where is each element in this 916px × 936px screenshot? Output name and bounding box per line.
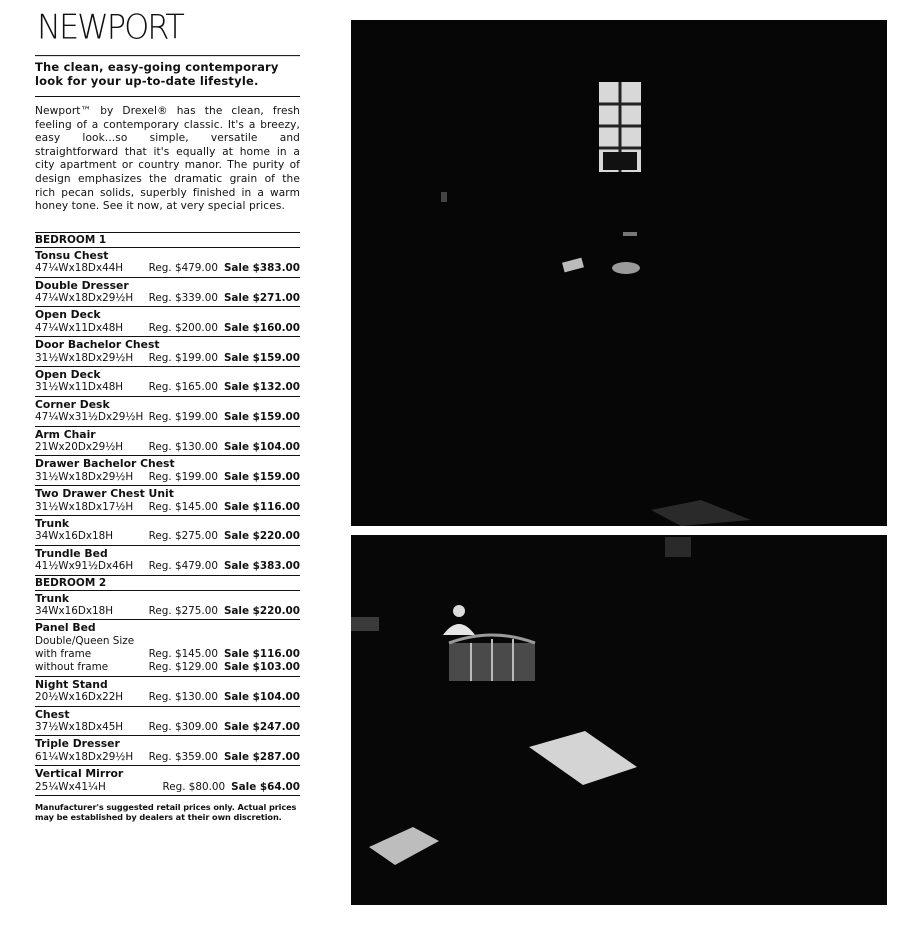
item-dimensions: 47¼Wx31½Dx29½H: [35, 411, 144, 424]
item-dimensions: without frame: [35, 661, 109, 674]
regular-price: Reg. $145.00: [148, 500, 218, 513]
regular-price: Reg. $339.00: [148, 292, 218, 305]
bedroom-photo-top-image: [351, 20, 887, 526]
item-name: Door Bachelor Chest: [35, 338, 160, 352]
item-price-line: [35, 411, 300, 424]
sale-price: Sale $271.00: [223, 292, 300, 305]
regular-price: Reg. $275.00: [148, 530, 218, 543]
regular-price: Reg. $130.00: [148, 691, 218, 704]
item-name: Double Dresser: [35, 278, 129, 292]
price-list-item: [35, 307, 300, 337]
item-dimensions: 34Wx16Dx18H: [35, 530, 114, 543]
item-price-line: [35, 292, 300, 305]
item-dimensions: with frame: [35, 648, 92, 661]
regular-price: Reg. $199.00: [148, 411, 218, 424]
price-footnote: Manufacturer's suggested retail prices only. Actual prices may be established by dealers at their own discretion.: [35, 801, 297, 823]
item-price-line: [35, 471, 300, 484]
sale-price: Sale $132.00: [223, 381, 300, 394]
item-price-line: [35, 721, 300, 734]
sale-price: Sale $104.00: [223, 691, 300, 704]
regular-price: Reg. $309.00: [148, 721, 218, 733]
sale-price: Sale $116.00: [223, 648, 300, 661]
item-price-line: [35, 530, 300, 543]
item-price-line: [35, 691, 300, 704]
item-name: Drawer Bachelor Chest: [35, 457, 175, 471]
price-list-item: [35, 591, 300, 621]
price-list-item: [35, 516, 300, 546]
regular-price: Reg. $479.00: [148, 262, 218, 275]
bedroom-photo-top: [351, 20, 887, 526]
item-dimensions: 47¼Wx18Dx44H: [35, 262, 124, 275]
item-price-line: [35, 501, 300, 514]
item-name: Open Deck: [35, 367, 101, 381]
item-name: Panel Bed: [35, 621, 96, 635]
price-list-item: [35, 427, 300, 457]
item-dimensions: 41½Wx91½Dx46H: [35, 560, 134, 573]
item-price-line: [35, 560, 300, 573]
catalog-column: [35, 6, 300, 823]
regular-price: Reg. $479.00: [148, 560, 218, 573]
item-dimensions: 20½Wx16Dx22H: [35, 691, 124, 704]
regular-price: Reg. $200.00: [148, 321, 218, 334]
regular-price: Reg. $129.00: [148, 661, 218, 674]
sale-price: Sale $64.00: [231, 780, 300, 793]
price-list-item: [35, 367, 300, 397]
sale-price: Sale $220.00: [223, 605, 300, 618]
item-name: Two Drawer Chest Unit: [35, 487, 174, 501]
bedroom-photo-bottom: [351, 535, 887, 905]
item-price-line: [35, 781, 300, 794]
tagline: The clean, easy-going contemporary look for your up-to-date lifestyle.: [35, 60, 300, 97]
item-price-line: [35, 661, 300, 674]
item-dimensions: 34Wx16Dx18H: [35, 605, 114, 618]
sale-price: Sale $383.00: [223, 262, 300, 275]
item-name: Arm Chair: [35, 427, 96, 441]
bedroom-2-price-list: [35, 591, 300, 796]
item-name: Corner Desk: [35, 397, 110, 411]
price-list-item: [35, 278, 300, 308]
item-price-line: [35, 322, 300, 335]
bedroom-1-price-list: [35, 248, 300, 576]
item-name: Trundle Bed: [35, 546, 108, 560]
price-list-item: [35, 620, 300, 676]
item-price-line: [35, 441, 300, 454]
regular-price: Reg. $165.00: [148, 381, 218, 394]
price-list-item: [35, 337, 300, 367]
sale-price: Sale $116.00: [223, 500, 300, 513]
item-name: Chest: [35, 707, 70, 721]
price-list-item: [35, 546, 300, 576]
price-list-item: [35, 248, 300, 278]
item-price-line: [35, 262, 300, 275]
item-dimensions: 31½Wx18Dx29½H: [35, 351, 134, 364]
item-name: Night Stand: [35, 677, 108, 691]
regular-price: Reg. $359.00: [148, 750, 218, 763]
sale-price: Sale $220.00: [223, 530, 300, 543]
item-dimensions: 61¼Wx18Dx29½H: [35, 750, 134, 763]
item-dimensions: 31½Wx11Dx48H: [35, 381, 124, 394]
sale-price: Sale $159.00: [223, 411, 300, 424]
item-dimensions: 47¼Wx18Dx29½H: [35, 292, 134, 305]
regular-price: Reg. $199.00: [148, 351, 218, 364]
item-price-line: [35, 605, 300, 618]
sale-price: Sale $383.00: [223, 560, 300, 573]
item-price-line: [35, 648, 300, 661]
price-list-item: [35, 766, 300, 796]
regular-price: Reg. $145.00: [148, 648, 218, 661]
item-dimensions: 21Wx20Dx29½H: [35, 441, 124, 454]
price-list-item: [35, 486, 300, 516]
sale-price: Sale $287.00: [223, 750, 300, 763]
price-list-item: [35, 736, 300, 766]
regular-price: Reg. $80.00: [162, 780, 226, 793]
price-list-item: [35, 456, 300, 486]
bedroom-photo-bottom-image: [351, 535, 887, 905]
sale-price: Sale $103.00: [223, 661, 300, 674]
item-dimensions: 47¼Wx11Dx48H: [35, 321, 124, 334]
price-list-item: [35, 677, 300, 707]
price-list-item: [35, 707, 300, 737]
item-name: Trunk: [35, 591, 70, 605]
item-name: Triple Dresser: [35, 737, 120, 751]
item-price-line: [35, 381, 300, 394]
item-dimensions: 31½Wx18Dx17½H: [35, 500, 134, 513]
section-heading-bedroom-2: BEDROOM 2: [35, 576, 300, 591]
item-dimensions: 37½Wx18Dx45H: [35, 721, 124, 733]
regular-price: Reg. $130.00: [148, 441, 218, 454]
item-dimensions: 25¼Wx41¼H: [35, 780, 106, 793]
item-price-line: [35, 352, 300, 365]
regular-price: Reg. $275.00: [148, 605, 218, 618]
description-text: Newport™ by Drexel® has the clean, fresh feeling of a contemporary classic. It's a breezy, easy look...so simple, versatile and straightforward that it's equally at home in a city apartment or country manor. The purity of design emphasizes the dramatic grain of the rich pecan solids, superbly finished in a warm honey tone. See it now, at very special prices.: [35, 105, 300, 213]
sale-price: Sale $159.00: [223, 351, 300, 364]
item-name: Open Deck: [35, 308, 101, 322]
section-heading-bedroom-1: BEDROOM 1: [35, 232, 300, 248]
regular-price: Reg. $199.00: [148, 470, 218, 483]
sale-price: Sale $247.00: [223, 721, 300, 733]
sale-price: Sale $159.00: [223, 470, 300, 483]
price-list-item: [35, 397, 300, 427]
item-name: Vertical Mirror: [35, 767, 124, 781]
item-name: Tonsu Chest: [35, 248, 109, 262]
item-price-line: [35, 751, 300, 764]
brand-title: NEWPORT: [35, 9, 300, 56]
item-dimensions: 31½Wx18Dx29½H: [35, 470, 134, 483]
item-subtitle: Double/Queen Size: [35, 634, 135, 647]
sale-price: Sale $104.00: [223, 441, 300, 454]
sale-price: Sale $160.00: [223, 321, 300, 334]
item-name: Trunk: [35, 516, 70, 530]
lamp-shape: [612, 262, 640, 274]
